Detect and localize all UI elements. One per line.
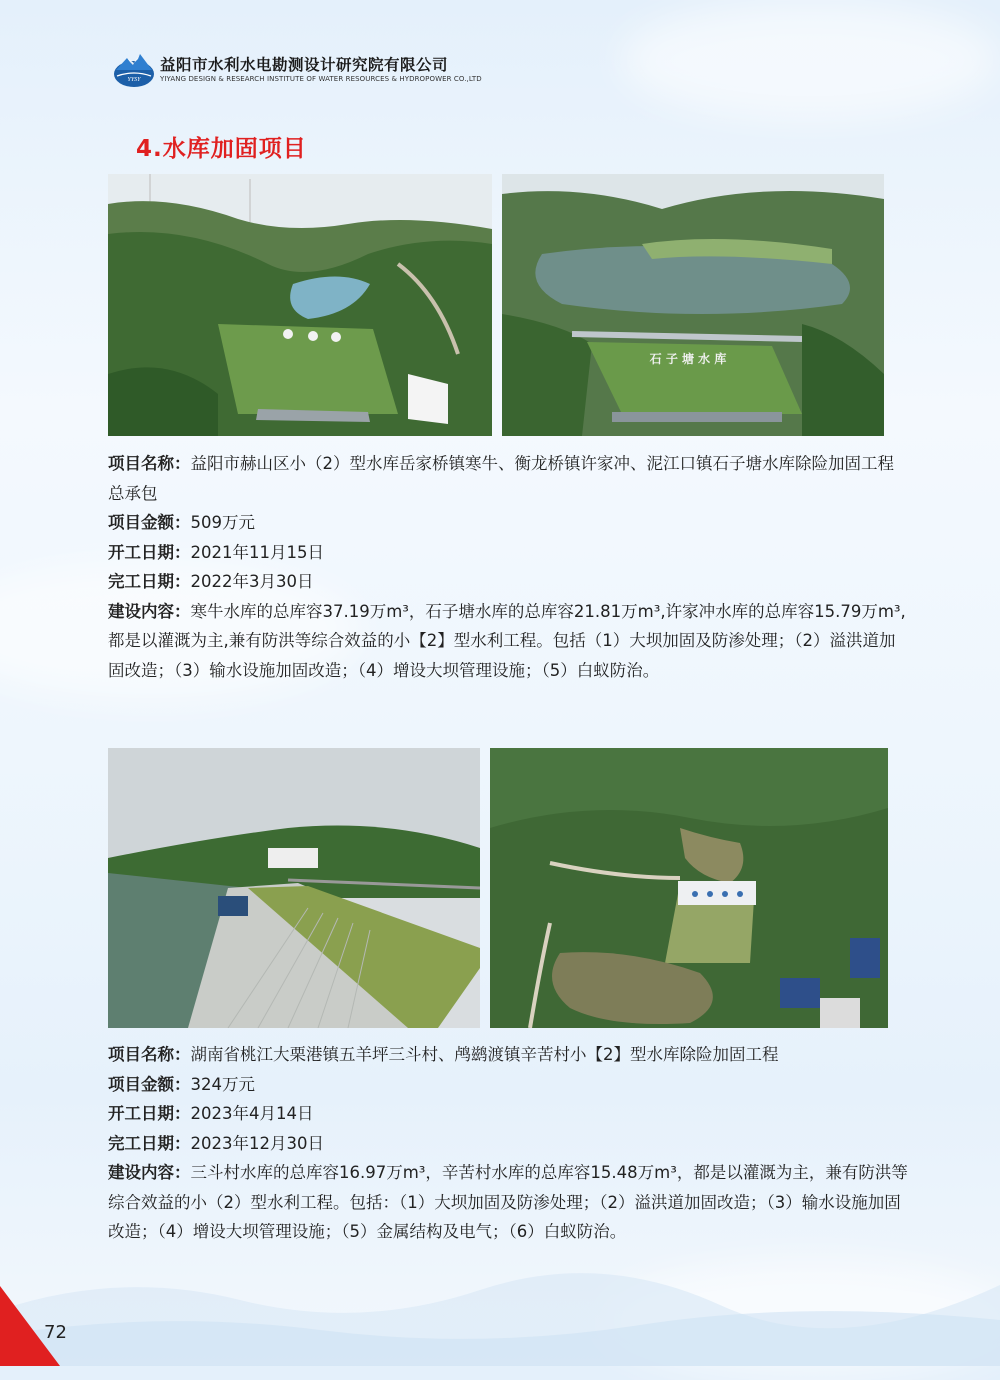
reservoir-photo-1 (108, 174, 492, 436)
background-cloud (620, 0, 1000, 120)
project-start-row (108, 1099, 908, 1129)
reservoir-photo-2 (502, 174, 884, 436)
project-end-row (108, 1129, 908, 1159)
project-content-row (108, 1158, 908, 1247)
reservoir-photo-4 (490, 748, 888, 1028)
reservoir-photo-3 (108, 748, 480, 1028)
project-start-row (108, 538, 908, 568)
project-start-value: 2023年4月14日 (190, 1104, 314, 1123)
project-end-value: 2022年3月30日 (190, 572, 314, 591)
logo-text: YYSY (127, 77, 141, 83)
project-start-label: 开工日期： (108, 1104, 191, 1123)
project-content-value: 三斗村水库的总库容16.97万m³，辛苦村水库的总库容15.48万m³，都是以灌溉为主，兼有防洪等综合效益的小（2）型水利工程。包括：（1）大坝加固及防渗处理；（2）溢洪道加固改造；（3）输水设施加固改造；（4）增设大坝管理设施；（5）金属结构及电气；（6）白蚁防治。 (108, 1163, 908, 1241)
project-amount-label: 项目金额： (108, 513, 191, 532)
project-end-row (108, 567, 908, 597)
project-end-label: 完工日期： (108, 572, 191, 591)
company-name-cn: 益阳市水利水电勘测设计研究院有限公司 (160, 56, 449, 74)
project-amount-row (108, 1070, 908, 1100)
project-name-value: 益阳市赫山区小（2）型水库岳家桥镇寒牛、衡龙桥镇许家冲、泥江口镇石子塘水库除险加固工程总承包 (108, 454, 894, 503)
project-amount-row (108, 508, 908, 538)
project-end-value: 2023年12月30日 (190, 1133, 324, 1153)
project-content-value: 寒牛水库的总库容37.19万m³，石子塘水库的总库容21.81万m³,许家冲水库的总库容15.79万m³,都是以灌溉为主,兼有防洪等综合效益的小【2】型水利工程。包括（1）大坝加固及防渗处理；（2）溢洪道加固改造；（3）输水设施加固改造；（4）增设大坝管理设施；（5）白蚁防治。 (108, 601, 906, 680)
project-end-label: 完工日期： (108, 1133, 191, 1153)
project-amount-label: 项目金额： (108, 1074, 191, 1094)
project-info-1 (108, 449, 908, 685)
project-name-row (108, 449, 908, 508)
project-content-label: 建设内容： (108, 1163, 191, 1182)
project-name-value: 湖南省桃江大栗港镇五羊坪三斗村、鸬鹚渡镇辛苦村小【2】型水库除险加固工程 (190, 1045, 779, 1064)
project-amount-value: 324万元 (190, 1074, 255, 1094)
background-hills (0, 1230, 1000, 1366)
project-amount-value: 509万元 (190, 513, 255, 532)
company-logo (113, 50, 155, 88)
company-name-en: YIYANG DESIGN & RESEARCH INSTITUTE OF WATER RESOURCES & HYDROPOWER CO.,LTD (160, 75, 482, 83)
project-start-value: 2021年11月15日 (190, 542, 324, 562)
reservoir-name-text: 石 子 塘 水 库 (649, 352, 727, 366)
project-content-row (108, 597, 908, 686)
project-name-row (108, 1040, 908, 1070)
page-number: 72 (44, 1322, 67, 1343)
project-name-label: 项目名称： (108, 454, 191, 473)
section-title: 4.水库加固项目 (136, 136, 307, 162)
project-start-label: 开工日期： (108, 542, 191, 562)
project-name-label: 项目名称： (108, 1045, 191, 1064)
project-info-2 (108, 1040, 908, 1247)
project-content-label: 建设内容： (108, 601, 191, 621)
